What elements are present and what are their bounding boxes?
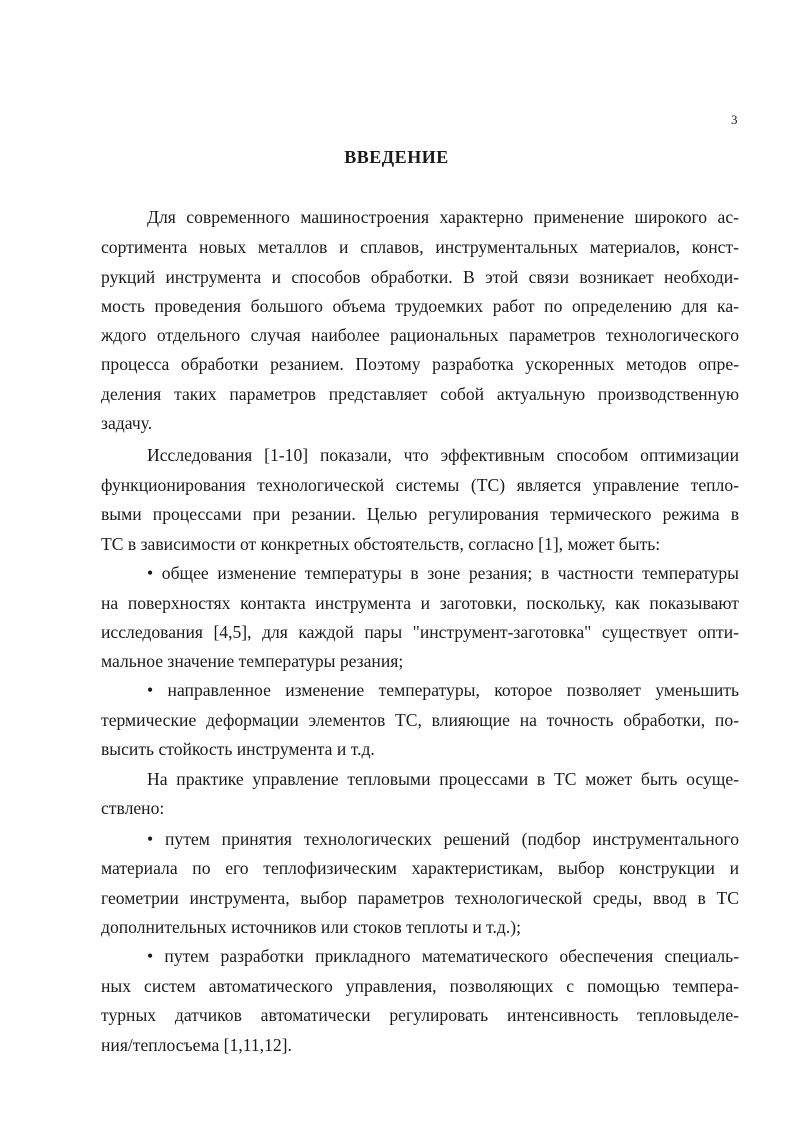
text-line: термические деформации элементов ТС, влияющие на точность обработки, по- (101, 710, 739, 730)
text-line: высить стойкость инструмента и т.д. (101, 739, 375, 759)
text-line: деления таких параметров представляет собой актуальную производственную (101, 384, 739, 404)
text-line: ния/теплосъема [1,11,12]. (101, 1035, 292, 1055)
text-line: На практике управление тепловыми процессами в ТС может быть осуще- (147, 769, 739, 789)
text-line: мальное значение температуры резания; (101, 651, 404, 671)
text-line: ждого отдельного случая наиболее рациональных параметров технологического (101, 325, 739, 345)
page-number: 3 (731, 112, 738, 127)
text-line: • направленное изменение температуры, которое позволяет уменьшить (147, 680, 739, 700)
text-line: дополнительных источников или стоков теплоты и т.д.); (101, 917, 521, 937)
text-line: сортимента новых металлов и сплавов, инструментальных материалов, конст- (101, 237, 739, 257)
text-line: • общее изменение температуры в зоне резания; в частности температуры (147, 563, 739, 583)
text-line: • путем разработки прикладного математического обеспечения специаль- (147, 946, 739, 966)
text-line: Исследования [1-10] показали, что эффективным способом оптимизации (147, 445, 739, 465)
text-line: процесса обработки резанием. Поэтому разработка ускоренных методов опре- (101, 354, 739, 374)
text-line: функционирования технологической системы (ТС) является управление тепло- (101, 475, 739, 495)
text-line: мость проведения большого объема трудоемких работ по определению для ка- (101, 296, 739, 316)
text-line: турных датчиков автоматически регулировать интенсивность тепловыделе- (101, 1005, 739, 1025)
text-line: геометрии инструмента, выбор параметров технологической среды, ввод в ТС (101, 888, 739, 908)
text-line: ТС в зависимости от конкретных обстоятельств, согласно [1], может быть: (101, 534, 661, 554)
text-line: исследования [4,5], для каждой пары "инструмент-заготовка" существует опти- (101, 622, 739, 642)
text-line: ных систем автоматического управления, позволяющих с помощью темпера- (101, 976, 739, 996)
text-line: на поверхностях контакта инструмента и заготовки, поскольку, как показывают (101, 593, 739, 613)
text-line: • путем принятия технологических решений (подбор инструментального (147, 829, 739, 849)
page-title: ВВЕДЕНИЕ (344, 147, 449, 167)
text-line: материала по его теплофизическим характеристикам, выбор конструкции и (101, 858, 739, 878)
text-line: задачу. (101, 413, 153, 433)
text-line: Для современного машиностроения характерно применение широкого ас- (147, 207, 739, 227)
text-line: рукций инструмента и способов обработки. В этой связи возникает необходи- (101, 267, 739, 287)
text-line: ствлено: (101, 798, 165, 818)
text-line: выми процессами при резании. Целью регулирования термического режима в (101, 504, 739, 524)
